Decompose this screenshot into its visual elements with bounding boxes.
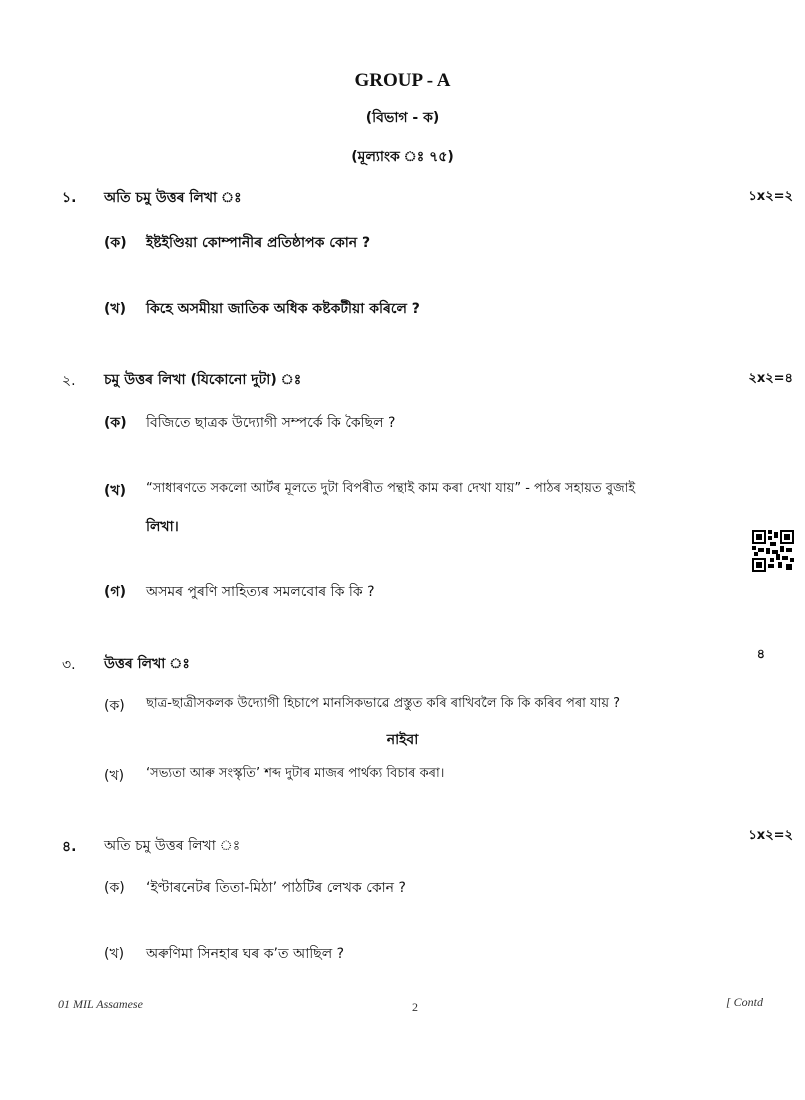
part-label: (খ) xyxy=(104,483,126,499)
part-text: “সাধাৰণতে সকলো আৰ্টৰ মূলতে দুটা বিপৰীত পন্থাই কাম কৰা দেখা যায়” - পাঠৰ সহায়ত বুজাই xyxy=(146,481,636,496)
part-label: (ক) xyxy=(104,698,125,714)
section-label: (বিভাগ - ক) xyxy=(365,110,440,126)
part-label: (ক) xyxy=(104,880,125,896)
question-marks: ১x২=২ xyxy=(748,189,793,204)
part-label: (গ) xyxy=(104,584,126,600)
part-label: (খ) xyxy=(104,768,125,784)
question-heading: অতি চমু উত্তৰ লিখা ঃ xyxy=(104,190,242,206)
question-marks: ১x২=২ xyxy=(748,828,793,843)
qr-code-icon xyxy=(752,530,794,572)
part-label: (খ) xyxy=(104,946,125,962)
continued-label: [ Contd xyxy=(725,995,763,1009)
part-text: অৰুণিমা সিনহাৰ ঘৰ ক’ত আছিল ? xyxy=(146,946,345,962)
question-number: ২. xyxy=(62,373,76,389)
group-title: GROUP - A xyxy=(354,70,451,91)
page-number: 2 xyxy=(412,1000,418,1014)
or-label: নাইবা xyxy=(386,732,419,748)
question-marks: ৪ xyxy=(756,647,765,662)
question-heading: অতি চমু উত্তৰ লিখা ঃ xyxy=(104,838,241,854)
total-marks-label: (মূল্যাংক ঃ ৭৫) xyxy=(351,149,454,165)
part-text: ইষ্টইণ্ডিয়া কোম্পানীৰ প্ৰতিষ্ঠাপক কোন ? xyxy=(146,235,371,251)
part-text: কিহে অসমীয়া জাতিক অধিক কষ্টকটীয়া কৰিলে ? xyxy=(146,301,420,317)
part-text: অসমৰ পুৰণি সাহিত্যৰ সমলবোৰ কি কি ? xyxy=(146,584,375,600)
question-number: ৪. xyxy=(62,839,77,855)
question-number: ৩. xyxy=(62,657,76,673)
part-text: ‘সভ্যতা আৰু সংস্কৃতি’ শব্দ দুটাৰ মাজৰ পাৰ্থক্য বিচাৰ কৰা। xyxy=(146,766,445,781)
part-text: ‘ইণ্টাৰনেটৰ তিতা-মিঠা’ পাঠটিৰ লেখক কোন ? xyxy=(146,880,406,896)
part-label: (ক) xyxy=(104,415,127,431)
question-heading: উত্তৰ লিখা ঃ xyxy=(104,656,190,672)
part-label: (ক) xyxy=(104,235,127,251)
part-label: (খ) xyxy=(104,301,126,317)
part-text: বিজিতে ছাত্ৰক উদ্যোগী সম্পৰ্কে কি কৈছিল ? xyxy=(146,415,396,431)
question-marks: ২x২=৪ xyxy=(748,371,793,386)
question-heading: চমু উত্তৰ লিখা (যিকোনো দুটা) ঃ xyxy=(104,372,302,388)
paper-code: 01 MIL Assamese xyxy=(58,997,143,1011)
part-text: ছাত্ৰ-ছাত্ৰীসকলক উদ্যোগী হিচাপে মানসিকভাৱে প্ৰস্তুত কৰি ৰাখিবলৈ কি কি কৰিব পৰা যায় ? xyxy=(146,696,621,711)
question-number: ১. xyxy=(62,190,77,206)
part-text-continuation: লিখা। xyxy=(146,519,179,535)
